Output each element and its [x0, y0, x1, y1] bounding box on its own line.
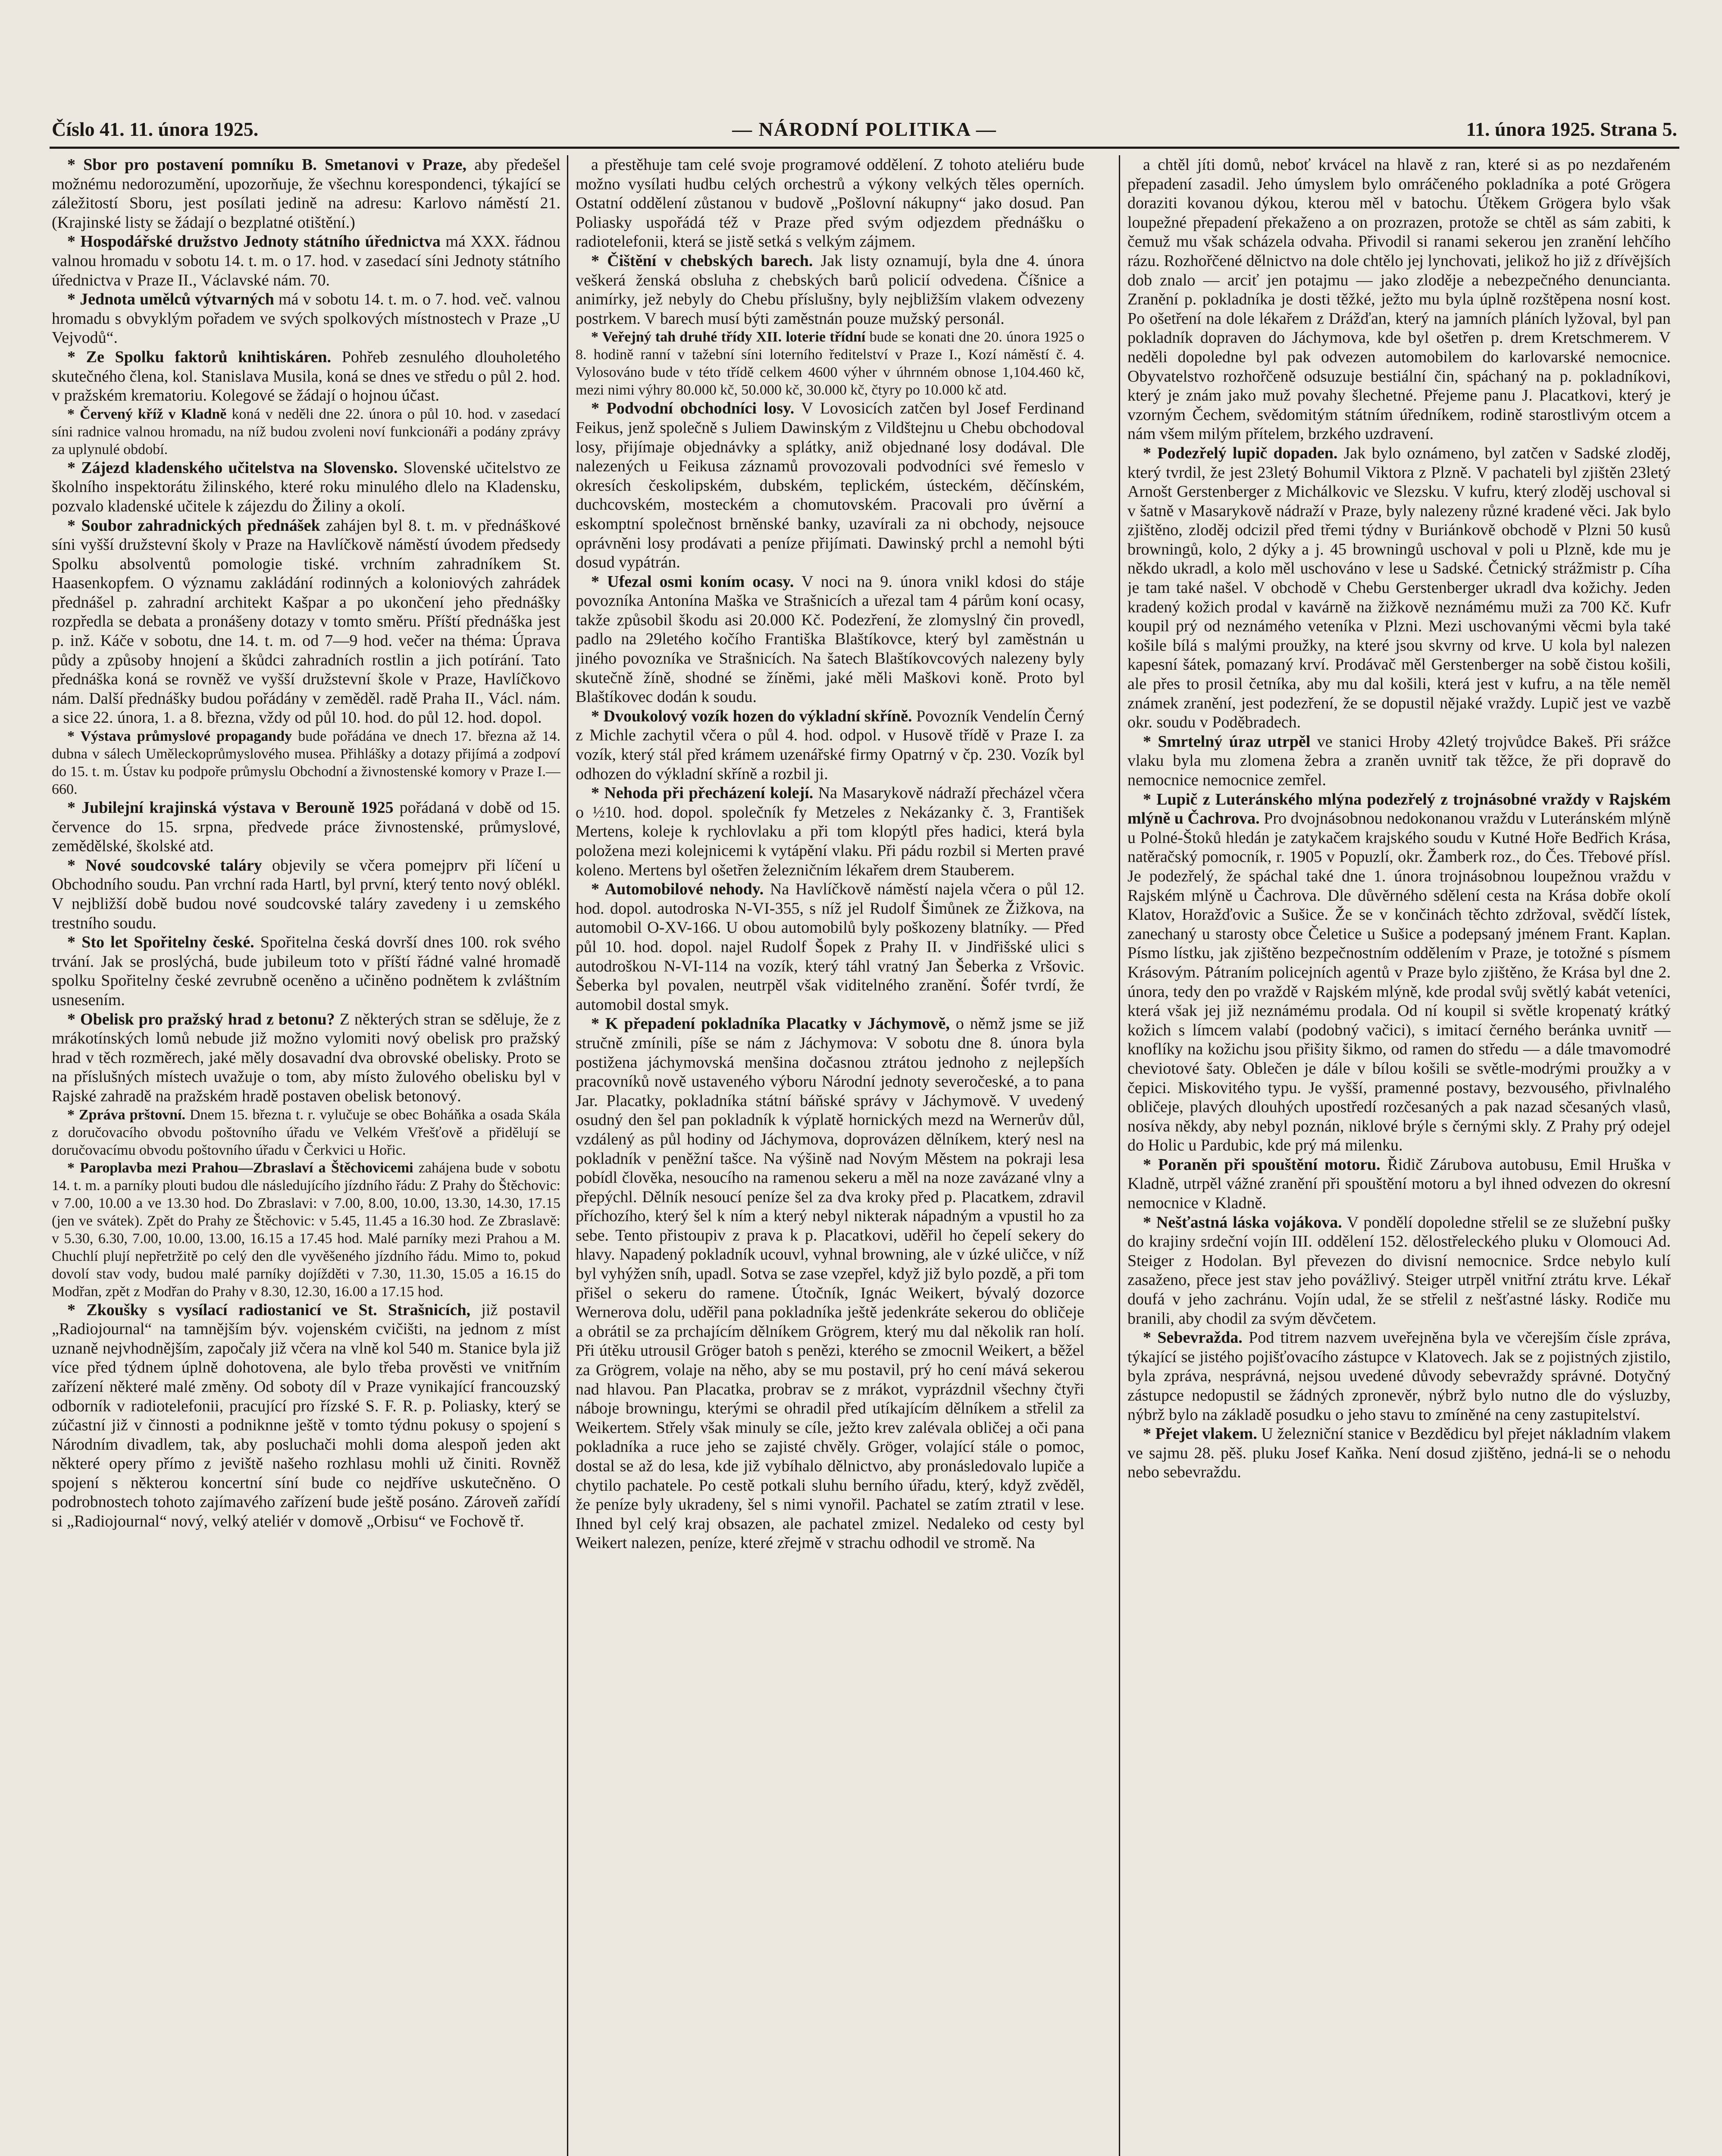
- article-headline: Nešťastná láska vojákova.: [1156, 1213, 1342, 1232]
- column-divider: [567, 155, 568, 2156]
- article-body: V noci na 9. února vnikl kdosi do stáje povozníka Antonína Maška ve Strašnicích a uřezal tam 4 párům koní ocasy, takže způsobil škodu asi 20.000 Kč. Podezření, že zlomyslný čin provedl, padlo na 29letého kočího Františka Blaštíkovce, který byl zaměstnán u jiného povozníka ve Strašnicích. Na šatech Blaštíkovcových nalezeny byly skutečně žíně, shodné se žíněmi, jaké měli Maškovi koně. Proto byl Blaštíkovec dodán k soudu.: [576, 572, 1084, 706]
- article-headline: Paroplavba mezi Prahou—Zbraslaví a Štěchovicemi: [80, 1159, 413, 1176]
- article-headline: K přepadení pokladníka Placatky v Jáchymově,: [605, 1015, 950, 1033]
- article-headline: Sbor pro postavení pomníku B. Smetanovi v Praze,: [83, 156, 467, 174]
- article: [1127, 155, 1671, 444]
- article: [52, 516, 560, 728]
- article-bullet: *: [591, 572, 607, 591]
- article-body: aby předešel možnému nedorozumění, upozorňuje, že všechnu korespondenci, týkající se záležitostí Sboru, jest posílati jedině na adresu: Karlovo náměstí 21. (Krajinské listy se žádají o bezplatné otištění.): [52, 156, 560, 232]
- article-bullet: *: [67, 290, 80, 309]
- masthead: — NÁRODNÍ POLITIKA —: [732, 118, 997, 140]
- header-issue: Číslo 41. 11. února 1925.: [52, 118, 259, 140]
- article-headline: Obelisk pro pražský hrad z betonu?: [80, 1010, 335, 1028]
- article-headline: Zájezd kladenského učitelstva na Slovensko.: [81, 458, 398, 477]
- article-headline: Červený kříž v Kladně: [80, 406, 227, 422]
- article-bullet: *: [67, 1159, 80, 1176]
- article-headline: Nové soudcovské taláry: [85, 856, 262, 874]
- article-body: již postavil „Radiojournal“ na tamnějším býv. vojenském cvičišti, na jednom z míst uznaně nejvhodnějším, započaly již včera na vlně kol 540 m. Stanice byla již více před týdnem úplně dohotovena, ale bylo třeba prověsti ve vnitřním zařízení některé malé změny. Od soboty díl v Praze vynikající francouzský odborník v radiotelefonii, pracující pro řízské S. F. R. p. Poliasky, který se zúčastní již v činnosti a podniknne ještě v tomto týdnu pokusy o spojení s Národním divadlem, tak, aby posluchači mohli doma alespoň jeden akt některé opery přímo z jeviště našeho rozhlasu mohli už činiti. Rovněž spojení s některou koncertní síní bude co nejdříve uskutečněno. O podrobnostech tohoto zajímavého zařízení bude ještě posáno. Zároveň zařídí si „Radiojournal“ nový, velký ateliér v domově „Orbisu“ ve Fochově tř.: [52, 1300, 560, 1531]
- article: [576, 399, 1084, 572]
- article-headline: Jubilejní krajinská výstava v Berouně 1925: [81, 799, 394, 817]
- article-body: Z některých stran se sděluje, že z mrákotínských lomů nebude již možno vylomiti nový obelisk pro pražský hrad v těch rozměrech, jaké měly dosavadní dva obrovské obelisky. Proto se na příslušných místech uvažuje o tom, aby místo žulového obelisku byl v Rajské zahradě na pražském hradě postaven obelisk betonový.: [52, 1010, 560, 1105]
- article-headline: Ze Spolku faktorů knihtiskáren.: [86, 348, 332, 366]
- article: [576, 1014, 1084, 1553]
- article: [576, 783, 1084, 880]
- article-body: bude pořádána ve dnech 17. března až 14. dubna v sálech Uměleckoprůmyslového musea. Přihlášky a dotazy přijímá a zodpoví do 15. t. m. Ústav ku podpoře průmyslu Obchodní a živnostenské komory v Praze I.—660.: [52, 728, 560, 798]
- article-body: má v sobotu 14. t. m. o 7. hod. več. valnou hromadu s obvyklým pořadem ve svých spolkových místnostech v Praze „U Vejvodů“.: [52, 290, 560, 347]
- article: [576, 251, 1084, 328]
- article: [52, 290, 560, 348]
- article-body: koná v neděli dne 22. února o půl 10. hod. v zasedací síni radnice valnou hromadu, na níž budou zvoleni noví funkcionáři a podány zprávy za uplynulé období.: [52, 406, 560, 458]
- column-2: [576, 155, 1084, 2156]
- article: [1127, 732, 1671, 790]
- article-bullet: *: [67, 406, 80, 422]
- article: [1127, 1213, 1671, 1329]
- article-body: V pondělí dopoledne střelil se ze služební pušky do krajiny srdeční vojín III. oddělení 152. dělostřeleckého pluku v Olomouci Ad. Steiger z Hodolan. Byl převezen do divisní nemocnice. Srdce nebylo kulí zasaženo, přece jest stav jeho povážlivý. Steiger utrpěl vnitřní ztrátu krve. Lékař doufá v jeho zachránu. Vojín udal, že se střelil z nešťastné lásky. Rodiče mu branili, aby chodil za svým děvčetem.: [1127, 1213, 1671, 1328]
- article-bullet: *: [591, 707, 604, 725]
- article-body: V Lovosicích zatčen byl Josef Ferdinand Feikus, jenž společně s Juliem Dawinským z Vildštejnu u Chebu obchodoval losy, přijímaje objednávky a splátky, aniž objednané losy dodával. Dle nalezených u Feikusa záznamů provozovali podvodníci své řemeslo v okresích českolipském, dubském, teplickém, ústeckém, děčínském, duchcovském, mosteckém a chomutovském. Pracovali pro úvěrní a eskomptní společnost brněnské banky, uzavírali za ni obchody, nejsouce oprávněni losy prodávati a peníze přijímati. Dawinský prchl a nemohl býti dosud vypátrán.: [576, 399, 1084, 572]
- article-headline: Sebevražda.: [1157, 1329, 1243, 1347]
- article-body: zahájen byl 8. t. m. v přednáškové síni vyšší družstevní školy v Praze na Havlíčkově náměstí úvodem předsedy Spolku absolventů pomologie tiské. vrchním zahradníkem St. Haasenkopfem. O významu zakládání rodinných a koloniových zahrádek přednášel p. zahradní architekt Kašpar a po ukončení jeho přednášky rozpředla se debata a pronášeny dotazy v tomto směru. Příští přednáška jest p. inž. Káče v sobotu, dne 14. t. m. od 7—9 hod. večer na théma: Úprava půdy a způsoby hnojení a škůdci zahradních rostlin a jich potírání. Tato přednáška koná se rovněž ve vyšší družstevní škole v Praze, Havlíčkovo nám. Další přednášky budou pořádány v zeměděl. radě Praha II., Václ. nám. a sice 22. února, 1. a 8. března, vždy od půl 10. hod. do půl 12. hod. dopol.: [52, 516, 560, 727]
- article-bullet: *: [591, 329, 602, 345]
- article-headline: Zkoušky s vysílací radiostanicí ve St. Strašnicích,: [86, 1300, 471, 1319]
- article-bullet: *: [1143, 444, 1158, 462]
- article-body: bude se konati dne 20. února 1925 o 8. hodině ranní v tažební síni loterního ředitelství v Praze I., Kozí náměstí č. 4. Vylosováno bude v této třídě celkem 4600 výher v úhrnném obnose 1,104.460 kč, mezi nimi výhry 80.000 kč, 50.000 kč, 30.000 kč, čtyry po 10.000 kč atd.: [576, 329, 1084, 398]
- article: [1127, 790, 1671, 1155]
- article-bullet: *: [67, 232, 81, 251]
- article-body: Jak listy oznamují, byla dne 4. února veškerá ženská obsluha z chebských barů policií odvedena. Číšnice a animírky, jež nebyly do Chebu příslušny, byly nejbližším vlakem odvezeny postrkem. V barech musí býti zaměstnán pouze mužský personál.: [576, 251, 1084, 328]
- article: [52, 232, 560, 290]
- article: [52, 155, 560, 232]
- article-headline: Nehoda při přecházení kolejí.: [604, 784, 814, 802]
- article-headline: Sto let Spořitelny české.: [81, 933, 254, 952]
- article-body: Na Masarykově nádraží přecházel včera o ½10. hod. dopol. společník fy Metzeles z Nekázanky č. 3, František Mertens, koleje k rychlovlaku a při tom klopýtl přes hadici, která byla položena mezi kolejnicemi k vytápění vlaku. Při pádu rozbil si Merten pravé koleno. Mertens byl ošetřen železničním lékařem drem Stauberem.: [576, 784, 1084, 879]
- article: [576, 707, 1084, 783]
- article-body: Na Havlíčkově náměstí najela včera o půl 12. hod. dopol. autodroska N-VI-355, s níž jel Rudolf Šimůnek ze Žižkova, na automobil O-XV-166. U obou automobilů byly poškozeny blatníky. — Před půl 10. hod. dopol. najel Rudolf Šopek z Prahy II. v Jindřišské ulici s autodroškou N-VI-114 na vozík, který táhl vratný Jan Šeberka z Vršovic. Šeberka byl povalen, neutrpěl však viditelného zranění. Šofér tvrdí, že automobil dostal smyk.: [576, 880, 1084, 1014]
- article-body: Dnem 15. března t. r. vylučuje se obec Boháňka a osada Skála z doručovacího obvodu poštovního úřadu ve Velkém Vřešťově a přidělují se doručovacímu obvodu poštovního úřadu v Čerkvici u Hořic.: [52, 1106, 560, 1158]
- article-headline: Přejet vlakem.: [1155, 1425, 1257, 1443]
- article: [576, 572, 1084, 707]
- header-page: 11. února 1925. Strana 5.: [1466, 118, 1677, 140]
- article-body: Slovenské učitelstvo ze školního inspektorátu žilinského, které roku minulého dlelo na Kladensku, pozvalo kladenské učitele k zájezdu do Žiliny a okolí.: [52, 458, 560, 515]
- article-body: Povozník Vendelín Černý z Michle zachytil včera o půl 4. hod. odpol. v Husově třídě v Praze I. za vozík, který stál před krámem uzenářské firmy Opatrný v čp. 230. Vozík byl odhozen do výkladní skříně a rozbil ji.: [576, 707, 1084, 783]
- article: [52, 348, 560, 405]
- article-headline: Lupič z Luteránského mlýna podezřelý z trojnásobné vraždy v Rajském mlýně u Čachrova.: [1127, 790, 1671, 828]
- article-headline: Dvoukolový vozík hozen do výkladní skříně.: [603, 707, 912, 725]
- column-3: [1127, 155, 1671, 2156]
- article: [52, 458, 560, 516]
- article-bullet: *: [67, 1010, 81, 1028]
- article-bullet: *: [67, 516, 81, 535]
- page-header: [52, 116, 1677, 142]
- article-body: objevily se včera pomejprv při líčení u Obchodního soudu. Pan vrchní rada Hartl, byl první, který tento nový oblékl. V nejbližší době budou nové soudcovské taláry zavedeny i u zemského trestního soudu.: [52, 856, 560, 932]
- article-headline: Automobilové nehody.: [604, 880, 764, 899]
- column-divider: [1119, 155, 1120, 2156]
- article: [52, 405, 560, 458]
- article-headline: Veřejný tah druhé třídy XII. loterie třídní: [602, 329, 866, 345]
- column-1: [52, 155, 560, 2156]
- article: [52, 856, 560, 933]
- article-headline: Ufezal osmi koním ocasy.: [607, 572, 794, 591]
- article-bullet: *: [1143, 790, 1157, 808]
- header-rule: [50, 147, 1679, 149]
- article: [52, 798, 560, 856]
- article-body: Řidič Zárubova autobusu, Emil Hruška v Kladně, utrpěl vážné zranění při spouštění motoru a byl ihned odvezen do okresní nemocnice v Kladně.: [1127, 1155, 1671, 1213]
- article-bullet: *: [67, 1106, 79, 1123]
- article-bullet: *: [591, 880, 605, 899]
- article-headline: Zpráva prštovní.: [78, 1106, 185, 1123]
- article-headline: Výstava průmyslové propagandy: [80, 728, 292, 745]
- article-bullet: *: [1143, 1425, 1155, 1443]
- article-bullet: *: [67, 458, 81, 477]
- article-body: ve stanici Hroby 42letý trojvůdce Bakeš. Při srážce vlaku byla mu zlomena žebra a zraněn uvnitř tak těžce, že při dopravě do nemocnice nemocnice zemřel.: [1127, 732, 1671, 789]
- article: [52, 1300, 560, 1531]
- article-bullet: *: [591, 251, 607, 270]
- article-headline: Soubor zahradnických přednášek: [81, 516, 320, 535]
- article-headline: Podvodní obchodníci losy.: [606, 399, 795, 418]
- article-body: U železniční stanice v Bezdědicu byl přejet nákladním vlakem ve sajmu 28. pěš. pluku Josef Kaňka. Není dosud zjištěno, jedná-li se o nehodu nebo sebevraždu.: [1127, 1425, 1671, 1482]
- article-headline: Hospodářské družstvo Jednoty státního úřednictva: [80, 232, 441, 251]
- article-body: Pohřeb zesnulého dlouholetého skutečného člena, kol. Stanislava Musila, koná se dnes ve středu o půl 2. hod. v pražském krematoriu. Kolegové se žádají o hojnou účast.: [52, 348, 560, 405]
- article-bullet: *: [591, 399, 607, 418]
- article-bullet: *: [591, 1015, 605, 1033]
- article-bullet: *: [67, 856, 86, 874]
- article-body: pořádaná v době od 15. července do 15. srpna, předvede práce živnostenské, průmyslové, zemědělské, školské atd.: [52, 799, 560, 856]
- article-bullet: *: [67, 728, 81, 745]
- article-bullet: *: [67, 348, 86, 366]
- article-bullet: *: [1143, 1155, 1158, 1174]
- article-headline: Podezřelý lupič dopaden.: [1157, 444, 1338, 462]
- article-headline: Čištění v chebských barech.: [607, 251, 813, 270]
- article-body: Pod titrem nazvem uveřejněna byla ve včerejším čísle zpráva, týkající se jistého pojišťovacího zástupce v Klatovech. Jak se z pojistných zjistilo, byla zpráva, nesprávná, nejsou uvedené důvody sebevraždy správné. Dotyčný zástupce nedopustil se žádných zpronevěr, nýbrž bylo nutno dle do výsluzby, nýbrž bylo na základě posudku o jeho stavu to zmíněné na ceny zastupitelství.: [1127, 1329, 1671, 1424]
- article: [52, 933, 560, 1009]
- article-headline: Jednota umělců výtvarných: [80, 290, 274, 309]
- article-body: má XXX. řádnou valnou hromadu v sobotu 14. t. m. o 17. hod. v zasedací síni Jednoty státního úřednictva v Praze II., Václavské nám. 70.: [52, 232, 560, 289]
- article-bullet: *: [67, 799, 81, 817]
- article: [1127, 1424, 1671, 1482]
- article: [52, 1106, 560, 1159]
- article: [576, 328, 1084, 399]
- article-body: o němž jsme se již stručně zmínili, píše se nám z Jáchymova: V sobotu dne 8. února byla postižena jáchymovská menšina dočasnou ztrátou jednoho z nejlepších pracovníků nově ustaveného výboru Národní jednoty severočeské, a to pana Jar. Placatky, pokladníka státní báňské správy v Jáchymově. V uvedený osudný den šel pan pokladník k výplatě hornických mezd na Wernerův důl, vzdálený as půl hodiny od Jáchymova, doprovázen dělníkem, který nesl na pokladník v peněžní tašce. Na výšině nad Novým Městem na pokraji lesa pobídl člověka, nesoucího na ramenou sekeru a měl na noze zavázané vlny a přepýchl. Dělník nesoucí peníze šel za dva kroky před p. Placatkem, zdravil příchozího, který šel k ním a který nebyl nikterak nápadným a vpustil ho za sebe. Tento přistoupiv z prava k p. Placatkovi, uděřil ho čepelí sekery do hlavy. Napadený pokladník ucouvl, vyhnal browning, ale v úzké uličce, v níž byl vyhýžen sníh, upadl. Sotva se zase vzepřel, když již bylo pozdě, a při tom přišel o sekeru do ramene. Útočník, Ignác Weikert, bývalý dozorce Wernerova dolu, uděřil pana pokladníka ještě jedenkráte sekerou do obličeje a obrátil se za prchajícím dělníkem Grögrem, který mu dal několik ran holí. Při útěku utrousil Gröger batoh s penězi, kterého se zmocnil Weikert, a běžel za Grögrem, volaje na něho, aby se mu postavil, prý ho cení mává sekerou nad hlavou. Pan Placatka, probrav se z mrákot, vyprázdnil všechny čtyři náboje browningu, kterými se ohradil před utíkajícím dělníkem a střelil za Weikertem. Střely však minuly se cíle, ježto krev zalévala obličej a oči pana pokladníka a ruce jeho se zajisté chvěly. Gröger, volající stále o pomoc, dostal se až do lesa, kde již vybíhalo dělnictvo, aby pronásledovalo lupiče a chytilo pachatele. Po cestě potkali sluhu berního úřadu, který, když zvěděl, že peníze byly ukradeny, šel s nimi vynořil. Pachatel se zatím ztratil v lese. Ihned byl celý kraj obsazen, ale pachatel zmizel. Nedaleko od cesty byl Weikert nalezen, peníze, které zřejmě v strachu odhodil ve stromě. Na: [576, 1015, 1084, 1552]
- article-body: Spořitelna česká dovrší dnes 100. rok svého trvání. Jak se proslýchá, bude jubileum toto v příští řádné valné hromadě spolku Spořitelny české zevrubně oceněno a učiněno podnětem k zvláštním usnesením.: [52, 933, 560, 1009]
- article: [1127, 1155, 1671, 1213]
- article-bullet: *: [67, 156, 84, 174]
- article: [576, 155, 1084, 251]
- article: [576, 880, 1084, 1014]
- article-headline: Poraněn při spouštění motoru.: [1158, 1155, 1381, 1174]
- article-body: Jak bylo oznámeno, byl zatčen v Sadské zloděj, který tvrdil, že jest 23letý Bohumil Viktora z Plzně. V pachateli byl zjištěn 23letý Arnošt Gerstenberger z Michálkovic ve Slezsku. V kufru, který zloděj uschoval si v šatně v Masarykově nádraží v Praze, byly nalezeny různé kradené věci. Jak bylo zjištěno, zloděj odcizil před třemi týdny v Buriánkově obchodě v Plzni 50 kusů browningů, kolo, 2 dýky a j. 45 browningů uschoval v poli u Plzně, kde mu je někdo ukradl, a kolo měl uschováno v lese u Sadské. Četnický strážmistr p. Cíha je tam také našel. V obchodě v Chebu Gerstenberger ukradl dva kožichy. Jeden kradený kožich prodal v kavárně na žižkově neznámému muži za 700 Kč. Kufr koupil prý od neznámého veteníka v Plzni. Mezi uschovanými věcmi byla také košile bílá s malými proužky, na které jsou skvrny od krve. U kola byl nalezen kapesní šátek, pomazaný krví. Prodávač měl Gerstenberger na sobě čistou košili, ale přes to prosil četníka, aby mu dal košili, která jest v kufru, a na těle neměl známek zranění, jest podezření, že se dopustil nějaké vraždy. Lupič jest ve vazbě okr. soudu v Poděbradech.: [1127, 444, 1671, 732]
- article-body: a chtěl jíti domů, neboť krvácel na hlavě z ran, které si as po nezdařeném přepadení zasadil. Jeho úmyslem bylo omráčeného pokladníka a poté Grögera doraziti kovanou dýkou, kterou měl v batochu. Útěkem Grögera bylo však loupežné přepadení překaženo a on prozrazen, protože se chtěl as sám zabiti, k čemuž mu však scházela odvaha. Přivodil si ranami sekerou jen zranění lehčího rázu. Rozhořčené dělnictvo na dole chtělo jej lynchovati, jelikož ho již z dřívějších dob znalo — arciť jen potajmu — jako zloděje a nebezpečného denuncianta. Zranění p. pokladníka je dosti těžké, ježto mu byla úplně rozštěpena nosní kost. Po ošetření na dole lékařem z Drážďan, který na jamních pláních lyžoval, byl pan pokladník dopraven do Jáchymova, kde byl ošetřen p. drem Kretschmerem. V neděli dopoledne byl pak odvezen automobilem do karlovarské nemocnice. Obyvatelstvo rozhořčeně odsuzuje bestiální čin, spáchaný na p. pokladníkovi, který je znám jako muž povahy šlechetné. Přejeme panu J. Placatkovi, který je vzorným Čechem, svědomitým státním úředníkem, rodině starostlivým otcem a nám všem milým přítelem, brzkého uzdravení.: [1127, 156, 1671, 443]
- article-bullet: *: [67, 1300, 87, 1319]
- article-body: a přestěhuje tam celé svoje programové oddělení. Z tohoto ateliéru bude možno vysílati hudbu celých orchestrů a výkony velkých těles operních. Ostatní oddělení zůstanou v budově „Pošlovní nákupny“ jako dosud. Pan Poliasky uspořádá též v Praze před svým odjezdem přednášku o radiotelefonii, která se jistě setká s velkým zájmem.: [576, 156, 1084, 251]
- article-bullet: *: [1143, 732, 1158, 751]
- article: [1127, 444, 1671, 732]
- article: [1127, 1328, 1671, 1424]
- article-body: zahájena bude v sobotu 14. t. m. a parníky plouti budou dle následujícího jízdního řádu: Z Prahy do Štěchovic: v 7.00, 10.00 a ve 13.30 hod. Do Zbraslavi: v 7.00, 8.00, 10.00, 13.30, 14.30, 17.15 (jen ve svátek). Zpět do Prahy ze Štěchovic: v 5.45, 11.45 a 16.30 hod. Ze Zbraslavě: v 5.30, 6.30, 7.00, 10.00, 13.00, 16.15 a 17.45 hod. Malé parníky mezi Prahou a M. Chuchlí plují nepřetržitě po celý den dle vyvěšeného jízdního řádu. Mimo to, pokud dovolí stav vody, budou malé parníky dojížděti v 7.30, 11.30, 15.05 a 16.15 do Modřan, zpět z Modřan do Prahy v 8.30, 12.30, 16.00 a 17.15 hod.: [52, 1159, 560, 1300]
- article-bullet: *: [67, 933, 82, 952]
- article-bullet: *: [1143, 1213, 1156, 1232]
- article-body: Pro dvojnásobnou nedokonanou vraždu v Luteránském mlýně u Polné-Štoků hledán je zatykačem krajského soudu v Kutné Hoře Bedřich Krása, natěračský pomocník, r. 1905 v Popuzlí, okr. Žamberk roz., do Čes. Třebové přísl. Je podezřelý, že spáchal také dne 1. února trojnásobnou loupežnou vraždu v Rajském mlýně u Čachrova. Dle důvěrného sdělení cesta na Krása dobře okolí Klatov, Horažďovic a Sušice. Že se v končinách těchto zdržoval, svědčí lístek, zanechaný u starosty obce Čeletice u Sušice a podepsaný jménem Frant. Kaplan. Písmo lístku, jak zjištěno bezpečnostním oddělením v Praze, je totožné s písmem Krásovým. Pátraním policejních agentů v Praze bylo zjištěno, že Krása byl dne 2. února, tedy den po vraždě v Rajském mlýně, kde prodal svůj světlý kabát veteníci, která však jej již neznámému prodala. Od ní koupil si světle kropenatý krátký kožich s límcem valabí (podobný vačici), s imitací černého beránka uvnitř — knoflíky na kožichu jsou přišity šikmo, od ramen do středu — a dále tmavomodré cheviotové šaty. Oblečen je dále v bílou košili se světle-modrými proužky a v čepici. Miskovitého typu. Je vyšší, pramenné postavy, bezvousého, přivlnalého obličeje, plavých dlouhých upostředí rozčesaných a pak nazad sčesaných vlasů, nosíva někdy, aby nebyl poznán, niklové brýle s černými skly. Z Prahy prý odejel do Holic u Pardubic, kde prý má milenku.: [1127, 809, 1671, 1155]
- article: [52, 1010, 560, 1106]
- article: [52, 1159, 560, 1300]
- article-headline: Smrtelný úraz utrpěl: [1158, 732, 1311, 751]
- article-bullet: *: [591, 784, 604, 802]
- article: [52, 727, 560, 798]
- article-bullet: *: [1143, 1329, 1158, 1347]
